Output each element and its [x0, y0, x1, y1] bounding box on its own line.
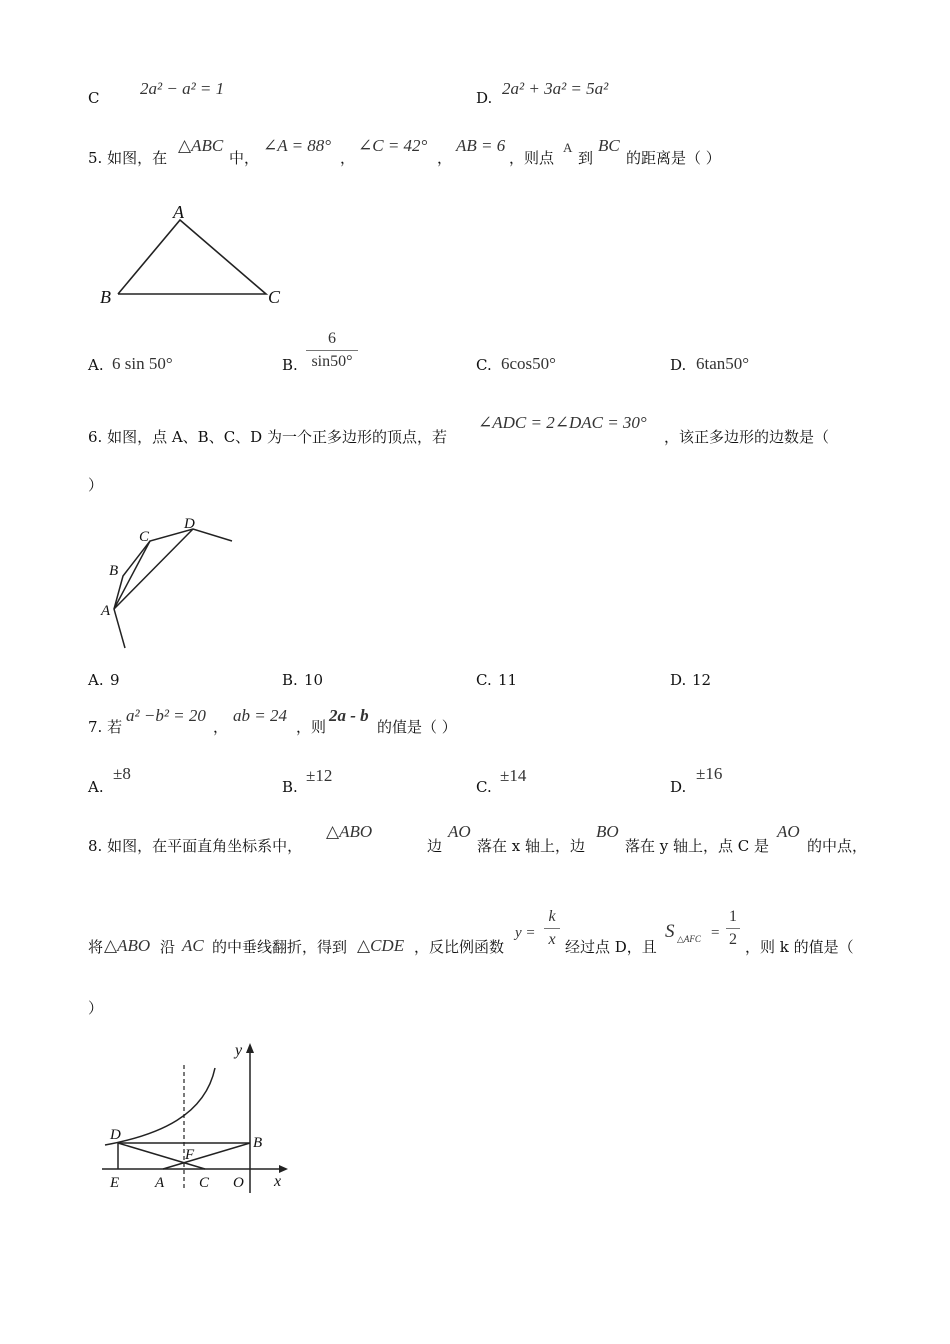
q5-angle-a: ∠A = 88°: [263, 136, 332, 155]
q6-option-d-label: D.: [670, 671, 687, 689]
q7-option-a: ±8: [113, 764, 131, 783]
q7-stem-part3: 的值是（ ）: [377, 718, 457, 736]
q8-function-numerator: k: [548, 908, 556, 925]
q8-line2-part4: ，反比例函数: [414, 938, 505, 956]
q8-stem-part3: 落在 x 轴上，边: [477, 837, 585, 855]
q5-point-a: A: [563, 140, 573, 155]
q6-option-c: 11: [498, 671, 518, 689]
q8-area-subscript: △AFC: [677, 934, 701, 944]
q8-fig-label-c: C: [199, 1175, 210, 1191]
q6-option-a: 9: [110, 671, 120, 689]
q6-stem-part3: ）: [88, 476, 104, 494]
q6-fig-label-a: A: [101, 603, 111, 619]
q7-option-b: ±12: [306, 766, 333, 785]
q7-equation-2: ab = 24: [233, 706, 287, 725]
q5-stem-part5: 的距离是（ ）: [626, 149, 721, 167]
q7-option-d-label: D.: [670, 778, 687, 796]
q5-option-c: 6cos50°: [501, 354, 556, 373]
q8-line2-ac: AC: [182, 936, 204, 955]
q5-fig-label-a: A: [173, 202, 184, 222]
q8-fig-label-e: E: [110, 1175, 120, 1191]
q8-ao-2: AO: [777, 822, 800, 841]
q8-stem-part2: 边: [427, 837, 443, 855]
q8-line2-part1: 将: [88, 938, 104, 956]
q6-stem-part1: 6. 如图，点 A、B、C、D 为一个正多边形的顶点，若: [88, 428, 447, 446]
q5-bc: BC: [598, 136, 620, 155]
q8-fig-label-o: O: [233, 1175, 244, 1191]
q8-fig-label-y: y: [235, 1042, 243, 1059]
q6-option-b: 10: [304, 671, 324, 689]
q5-option-a: 6 sin 50°: [112, 354, 173, 373]
q8-ao: AO: [448, 822, 471, 841]
q8-line2-triangle-abo: △ABO: [104, 936, 151, 955]
q6-fig-label-b: B: [109, 563, 119, 579]
q8-stem-part5: 的中点，: [807, 837, 868, 855]
q8-function-lhs: y =: [515, 925, 536, 941]
q8-fig-label-b: B: [253, 1135, 263, 1151]
q6-fig-label-d: D: [184, 516, 195, 532]
q8-line3: ）: [88, 999, 104, 1017]
q5-option-b-denominator: sin50°: [311, 353, 353, 370]
q6-fig-label-c: C: [139, 529, 150, 545]
q8-area-equals: =: [711, 925, 720, 941]
q6-option-b-label: B.: [282, 671, 298, 689]
q7-equation-1: a² −b² = 20: [126, 706, 206, 725]
q7-stem-part1: 7. 若: [88, 718, 123, 736]
q5-option-b-numerator: 6: [328, 330, 336, 347]
q8-function-denominator: x: [548, 931, 556, 948]
q8-stem-part4: 落在 y 轴上，点 C 是: [625, 837, 770, 855]
q4-option-d-expression: 2a² + 3a² = 5a²: [502, 79, 609, 98]
q7-option-a-label: A.: [88, 778, 104, 796]
q4-option-c-label: C: [88, 89, 100, 107]
q8-fig-label-a: A: [155, 1175, 165, 1191]
q5-stem-part3: ，则点: [509, 149, 555, 167]
q8-area-s: S: [665, 921, 675, 942]
q7-option-b-label: B.: [282, 778, 298, 796]
q8-fig-label-f: F: [185, 1147, 195, 1163]
q5-stem-part4: 到: [578, 149, 594, 167]
q7-option-d: ±16: [696, 764, 723, 783]
q5-option-d: 6tan50°: [696, 354, 750, 373]
q8-area-denominator: 2: [729, 931, 737, 948]
q5-comma-1: ，: [340, 149, 356, 167]
q7-option-c-label: C.: [476, 778, 492, 796]
q8-stem-part1: 8. 如图，在平面直角坐标系中，: [88, 837, 303, 855]
q8-bo: BO: [596, 822, 619, 841]
q4-option-d-label: D.: [476, 89, 493, 107]
q7-comma: ，: [213, 718, 229, 736]
q5-option-b-label: B.: [282, 356, 298, 374]
q6-angle-condition: ∠ADC = 2∠DAC = 30°: [478, 413, 647, 432]
q5-stem-part1: 5. 如图，在: [88, 149, 168, 167]
q5-ab-length: AB = 6: [456, 136, 506, 155]
q5-fig-label-c: C: [268, 287, 281, 307]
q8-line2-part5: 经过点 D，且: [565, 938, 657, 956]
q8-area-numerator: 1: [729, 908, 737, 925]
q5-option-d-label: D.: [670, 356, 687, 374]
q8-line2-part3: 的中垂线翻折，得到: [212, 938, 348, 956]
q5-option-c-label: C.: [476, 356, 492, 374]
q5-fig-label-b: B: [100, 287, 111, 307]
q6-option-a-label: A.: [88, 671, 104, 689]
q7-stem-part2: ，则: [296, 718, 327, 736]
q6-option-c-label: C.: [476, 671, 492, 689]
q8-fig-label-d: D: [110, 1127, 121, 1143]
q5-stem-part2: 中，: [229, 149, 260, 167]
q4-option-c-expression: 2a² − a² = 1: [140, 79, 225, 98]
q8-line2-part2: 沿: [160, 938, 176, 956]
q5-comma-2: ，: [437, 149, 453, 167]
q5-option-a-label: A.: [88, 356, 104, 374]
q5-angle-c: ∠C = 42°: [358, 136, 428, 155]
q7-expression: 2a - b: [329, 706, 369, 725]
q8-triangle-abo: △ABO: [326, 822, 373, 841]
q7-option-c: ±14: [500, 766, 527, 785]
q6-stem-part2: ，该正多边形的边数是（: [664, 428, 830, 446]
q8-line2-part6: ，则 k 的值是（: [745, 938, 854, 956]
q6-option-d: 12: [692, 671, 712, 689]
q8-line2-triangle-cde: △CDE: [357, 936, 405, 955]
q5-triangle-abc: △ABC: [178, 136, 224, 155]
q8-fig-label-x: x: [274, 1173, 282, 1190]
